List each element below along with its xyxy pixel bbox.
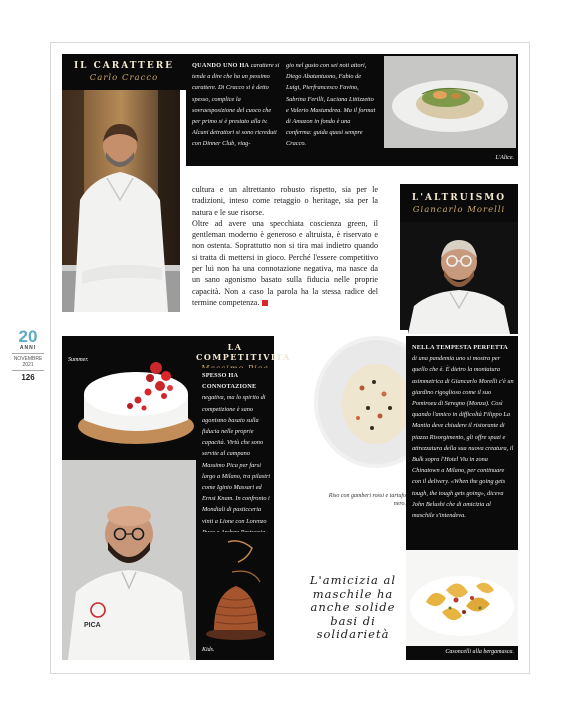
anniversary-badge — [8, 328, 48, 382]
issue-year: 2021 — [22, 362, 34, 368]
morelli-photo — [400, 222, 518, 334]
badge-divider — [12, 353, 44, 354]
alice-panel — [382, 54, 518, 166]
altruismo-panel — [400, 184, 518, 334]
kids-caption: Kids. — [202, 647, 215, 653]
carattere-column-1 — [192, 60, 280, 150]
altruismo-title: L'ALTRUISMO — [411, 193, 507, 203]
casoncelli-photo — [406, 550, 518, 646]
casoncelli-caption: Casoncelli alla bergamasca. — [445, 649, 514, 655]
tempesta-text — [412, 342, 514, 521]
carattere-column-2 — [286, 60, 376, 150]
altruismo-name: Giancarlo Morelli — [412, 205, 506, 215]
alice-dish-photo — [382, 54, 518, 150]
cracco-photo — [62, 90, 180, 312]
summer-caption: Summer. — [68, 357, 89, 363]
anniversary-label: ANNI — [19, 345, 37, 351]
carattere-name: Carlo Cracco — [89, 73, 159, 83]
issue-month: NOVEMBRE — [13, 356, 43, 362]
competitivita-title: LA COMPETITIVITÀ — [196, 342, 291, 362]
competitivita-body: negativa, ma lo spirito di competizione è sano agonismo basato sulla fiducia nelle proprie capacità. Virtù che sono servite al campano Massimo Pica per farsi largo a Milano, tra pilastri come Iginio Massari ed Ernst Knam. In confronto i Mondiali di pasticceria vinti a Lione con Lorenzo — [202, 394, 271, 525]
page-number: 126 — [21, 373, 35, 382]
carattere-text-panel — [186, 54, 382, 166]
main-paragraph-1: cultura e un altrettanto robusto rispetto, sia per le tradizioni, inteso come retaggio o heritage, sia per la natura e le sue risorse. — [192, 185, 378, 217]
competitivita-lead: SPESSO HA CONNOTAZIONE — [202, 372, 257, 391]
carattere-title: IL CARATTERE — [73, 61, 175, 71]
carattere-lead: QUANDO UNO HA — [192, 62, 250, 69]
main-article-text — [192, 184, 378, 308]
alice-caption: L'Alice. — [495, 155, 514, 161]
kids-dessert-photo — [202, 532, 270, 644]
tempesta-lead: NELLA TEMPESTA PERFETTA — [412, 344, 508, 351]
pull-quote: L'amicizia al maschile ha anche solide basi di solidarietà — [309, 573, 397, 641]
end-mark-icon — [262, 300, 268, 306]
anniversary-number: 20 — [18, 327, 38, 346]
badge-divider — [12, 370, 44, 371]
risotto-caption: Riso con gamberi rossi e tartufo nero. — [328, 493, 406, 507]
carattere-text-2: gio nel gusto con sei noti attori, Diego Abatantuono, Fabio de Luigi, Pierfrancesco Favino, Sabrina Ferilli, Luciana Littizzetto e Valerio Mastandrea. Ma il format di Amazon in fondo è una conferma: guida quasi sempre Cracco. — [286, 62, 376, 148]
pica-photo — [62, 460, 196, 660]
summer-cake-photo — [62, 336, 196, 460]
tempesta-body: di una pandemia uno si mostra per quello che è. È dietro la montatura asimmetrica di Giancarlo Morelli c'è un giardino rigoglioso come il suo Pomiroeu di Seregno (Monza). Così quando l'amico in difficoltà Filippo La Mantia deve chiudere il ristorante di piazza Risorgimento, gli offre spazi e attrezzatura della sua nuova creatura, il Bulk sopra l'Hotel Viu in zona Chinatown a Milano, per continuare con il delivery. «When the going gets tough, the tough gets going», diceva John Belushi che di amicizia al maschile s'intendeva. — [412, 355, 514, 520]
risotto-photo — [310, 330, 408, 480]
carattere-text-1: carattere si tende a dire che ha un pessimo carattere. Di Cracco si è detto spesso, complice la sovraesposizione del cuoco che per primo si è prestato alla tv. Alcuni detrattori si sono ricreduti con Dinner Club, viag- — [192, 62, 280, 148]
carattere-title-box — [62, 54, 186, 90]
pica-logo-text: PICA — [84, 622, 101, 629]
competitivita-text-panel — [196, 368, 274, 660]
tempesta-panel — [406, 336, 518, 660]
main-paragraph-2: Oltre ad avere una specchiata coscienza green, il gentleman moderno è generoso e altruista, è riservato e non ostenta. Soprattutto non si tira mai indietro quando si tratta di mettersi in gioco. Perché l'essere competitivo per lui non ha una connotazione negativa, ma nasce da un sano agonismo basato sulla fiducia nelle proprie capacità. Non a caso la parola ha la stessa radice del termine competenza. — [192, 218, 378, 307]
